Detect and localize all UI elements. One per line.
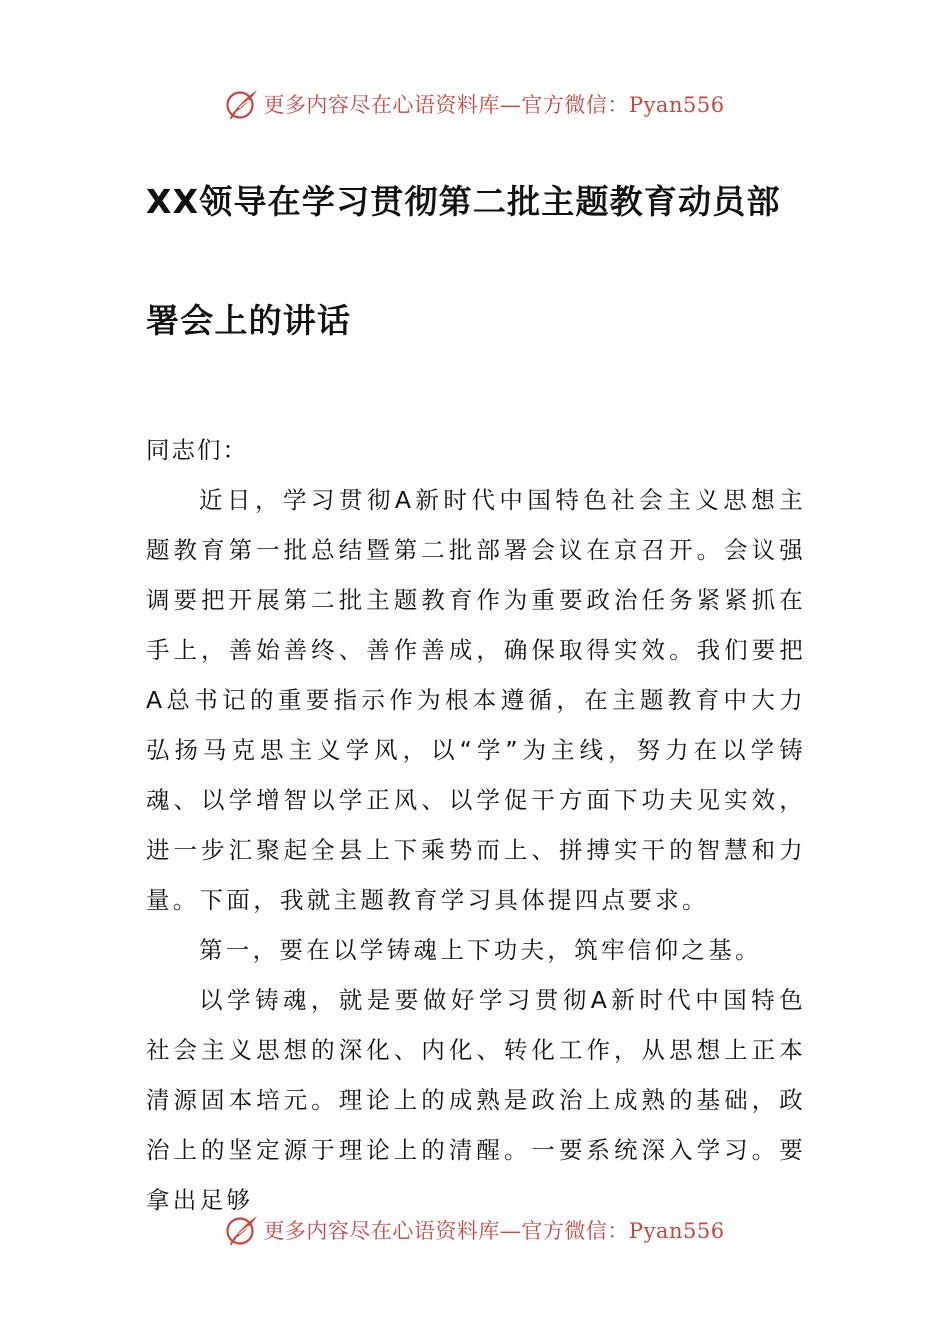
document-body xyxy=(146,425,806,1225)
header-banner xyxy=(0,82,950,126)
footer-banner-text: 更多内容尽在心语资料库—官方微信：Pyan556 xyxy=(263,1219,725,1243)
header-banner-text: 更多内容尽在心语资料库—官方微信：Pyan556 xyxy=(263,93,725,117)
footer-banner xyxy=(0,1208,950,1252)
quill-pen-logo-icon xyxy=(225,1213,259,1247)
page-title-line-2: 署会上的讲话 xyxy=(146,301,352,340)
page-title-line-1: XX领导在学习贯彻第二批主题教育动员部 xyxy=(146,182,781,221)
paragraph: 第一，要在以学铸魂上下功夫，筑牢信仰之基。 xyxy=(199,936,762,964)
paragraph: 近日，学习贯彻A新时代中国特色社会主义思想主题教育第一批总结暨第二批部署会议在京召开。会议强调要把开展第二批主题教育作为重要政治任务紧紧抓在手上，善始善终、善作善成，确保取得实效。我们要把A总书记的重要指示作为根本遵循，在主题教育中大力弘扬马克思主义学风，以“学”为主线，努力在以学铸魂、以学增智以学正风、以学促干方面下功夫见实效，进一步汇聚起全县上下乘势而上、拼搏实干的智慧和力量。下面，我就主题教育学习具体提四点要求。 xyxy=(146,486,806,914)
salutation: 同志们： xyxy=(146,436,248,464)
quill-pen-logo-icon xyxy=(225,87,259,121)
paragraph: 以学铸魂，就是要做好学习贯彻A新时代中国特色社会主义思想的深化、内化、转化工作，从思想上正本清源固本培元。理论上的成熟是政治上成熟的基础，政治上的坚定源于理论上的清醒。一要系统深入学习。要拿出足够 xyxy=(146,986,806,1214)
